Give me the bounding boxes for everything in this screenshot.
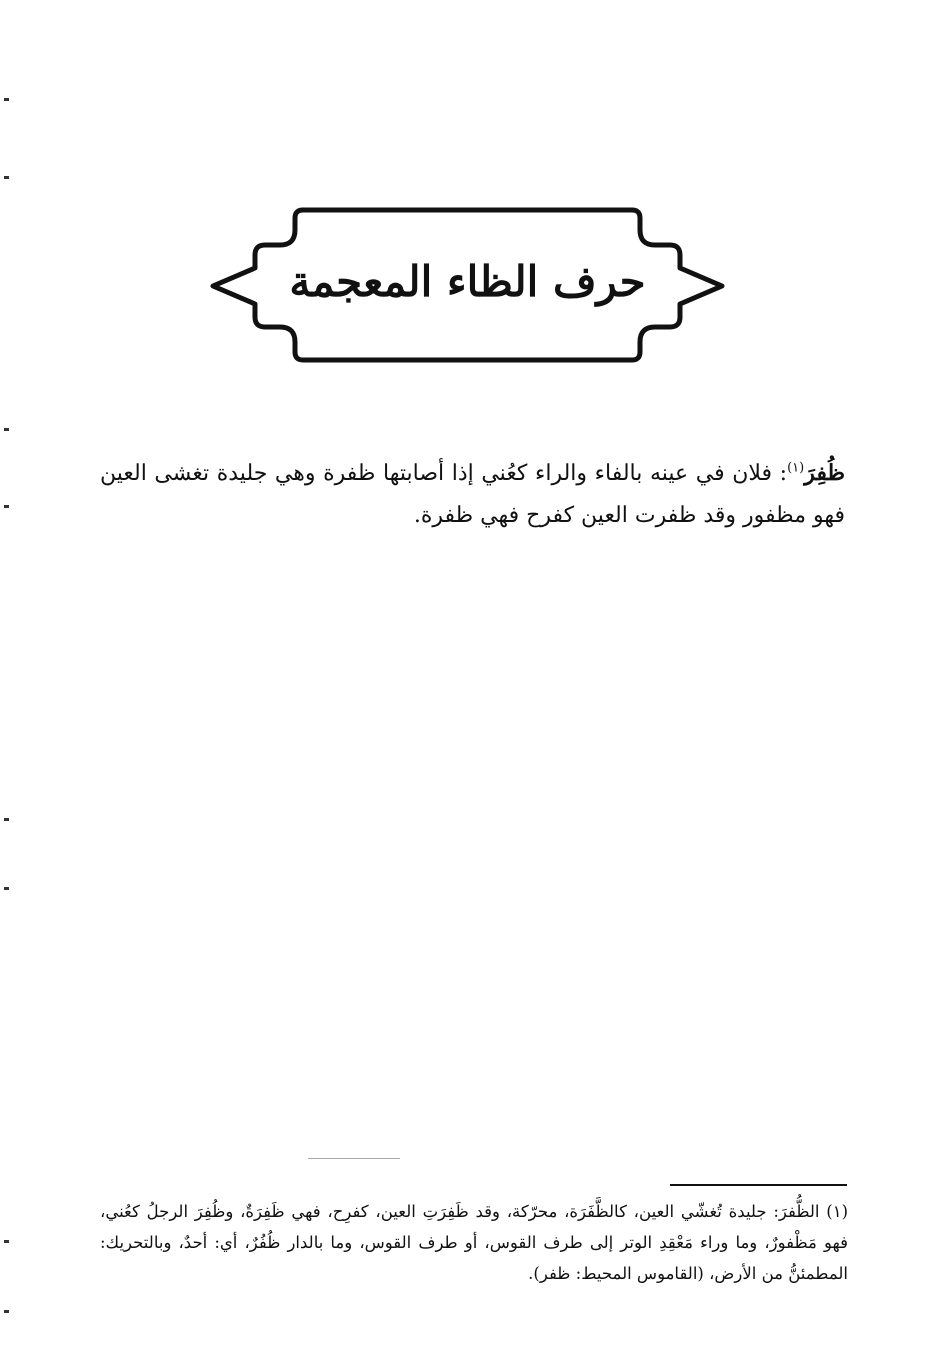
entry-colon: : (779, 461, 788, 486)
footnote (100, 1196, 848, 1289)
margin-mark (4, 98, 9, 101)
margin-mark (4, 1310, 9, 1313)
chapter-title-frame (200, 200, 735, 370)
margin-mark (4, 887, 9, 890)
margin-mark (4, 818, 9, 821)
margin-mark (4, 1240, 9, 1243)
dictionary-entry (100, 452, 845, 537)
footnote-reference: (١) (787, 460, 805, 476)
faint-divider (308, 1158, 400, 1159)
footnote-separator (670, 1184, 847, 1186)
entry-text: فلان في عينه بالفاء والراء كعُني إذا أصابتها ظفرة وهي جليدة تغشى العين فهو مظفور وقد ظفرت العين كفرح فهي ظفرة. (100, 461, 845, 528)
margin-mark (4, 176, 9, 179)
entry-headword: ظُفِرَ (804, 460, 845, 486)
footnote-number: (١) (826, 1202, 848, 1221)
chapter-title: حرف الظاء المعجمة (289, 257, 646, 306)
footnote-text: الظُّفرَ: جليدة تُغشّي العين، كالظَّفَرَة، محرّكة، وقد ظَفِرَتِ العين، كفرِح، فهي ظَفِرَةٌ، وظُفِرَ الرجلُ كعُني، فهو مَظْفورٌ، وما وراء مَعْقِدِ الوتر إلى طرف القوس، أو طرف القوس، وما بالدار ظُفُرٌ، أي: أحدٌ، وبالتحريك: المطمئنُّ من الأرض، (القاموس المحيط: ظفر). (100, 1202, 848, 1283)
margin-mark (4, 428, 9, 431)
margin-mark (4, 505, 9, 508)
